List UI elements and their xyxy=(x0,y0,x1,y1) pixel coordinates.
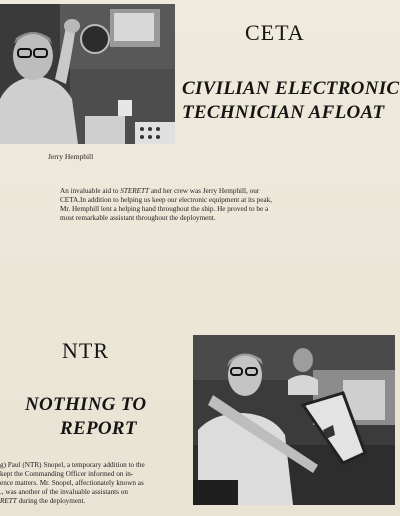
ntr-body-text: during the deployment. xyxy=(16,497,86,505)
ceta-body-line: Mr. Hemphill lent a helping hand throughout the ship. He proved to be a xyxy=(60,205,269,213)
ntr-subtitle-line1: NOTHING TO xyxy=(25,394,147,415)
ship-name: STERETT xyxy=(120,187,150,195)
ceta-subtitle-line2: TECHNICIAN AFLOAT xyxy=(182,102,385,123)
ceta-body-line xyxy=(60,187,272,196)
ntr-body-line: kept the Commanding Officer informed on in- xyxy=(0,470,134,478)
ceta-body-line: CETA.In addition to helping us keep our electronic equipment at its peak, xyxy=(60,196,272,204)
ntr-subtitle-line2: REPORT xyxy=(60,418,137,439)
ceta-body-line: most remarkable assistant throughout the deployment. xyxy=(60,214,216,222)
ntr-title: NTR xyxy=(62,338,109,363)
ceta-title: CETA xyxy=(245,20,305,45)
photo-caption: Jerry Hemphill xyxy=(48,152,94,161)
ntr-body-line: ence matters. Mr. Snopel, affectionately known as xyxy=(0,479,144,487)
ntr-body-line: g) Paul (NTR) Snopel, a temporary addition to the xyxy=(0,461,145,469)
ntr-body-line: ., was another of the invaluable assistants on xyxy=(0,488,128,496)
jerry-hemphill-photo xyxy=(0,4,175,144)
ceta-body-paragraph xyxy=(60,187,272,223)
ceta-subtitle-line1: CIVILIAN ELECTRONIC xyxy=(182,78,400,99)
ceta-body-text: and her crew was Jerry Hemphill, our xyxy=(149,187,260,195)
ntr-body-paragraph xyxy=(0,461,145,506)
ntr-body-line xyxy=(0,497,145,506)
paul-snopel-photo xyxy=(193,335,395,505)
ceta-body-text: An invaluable aid to xyxy=(60,187,121,195)
ship-name: RETT xyxy=(0,497,17,505)
